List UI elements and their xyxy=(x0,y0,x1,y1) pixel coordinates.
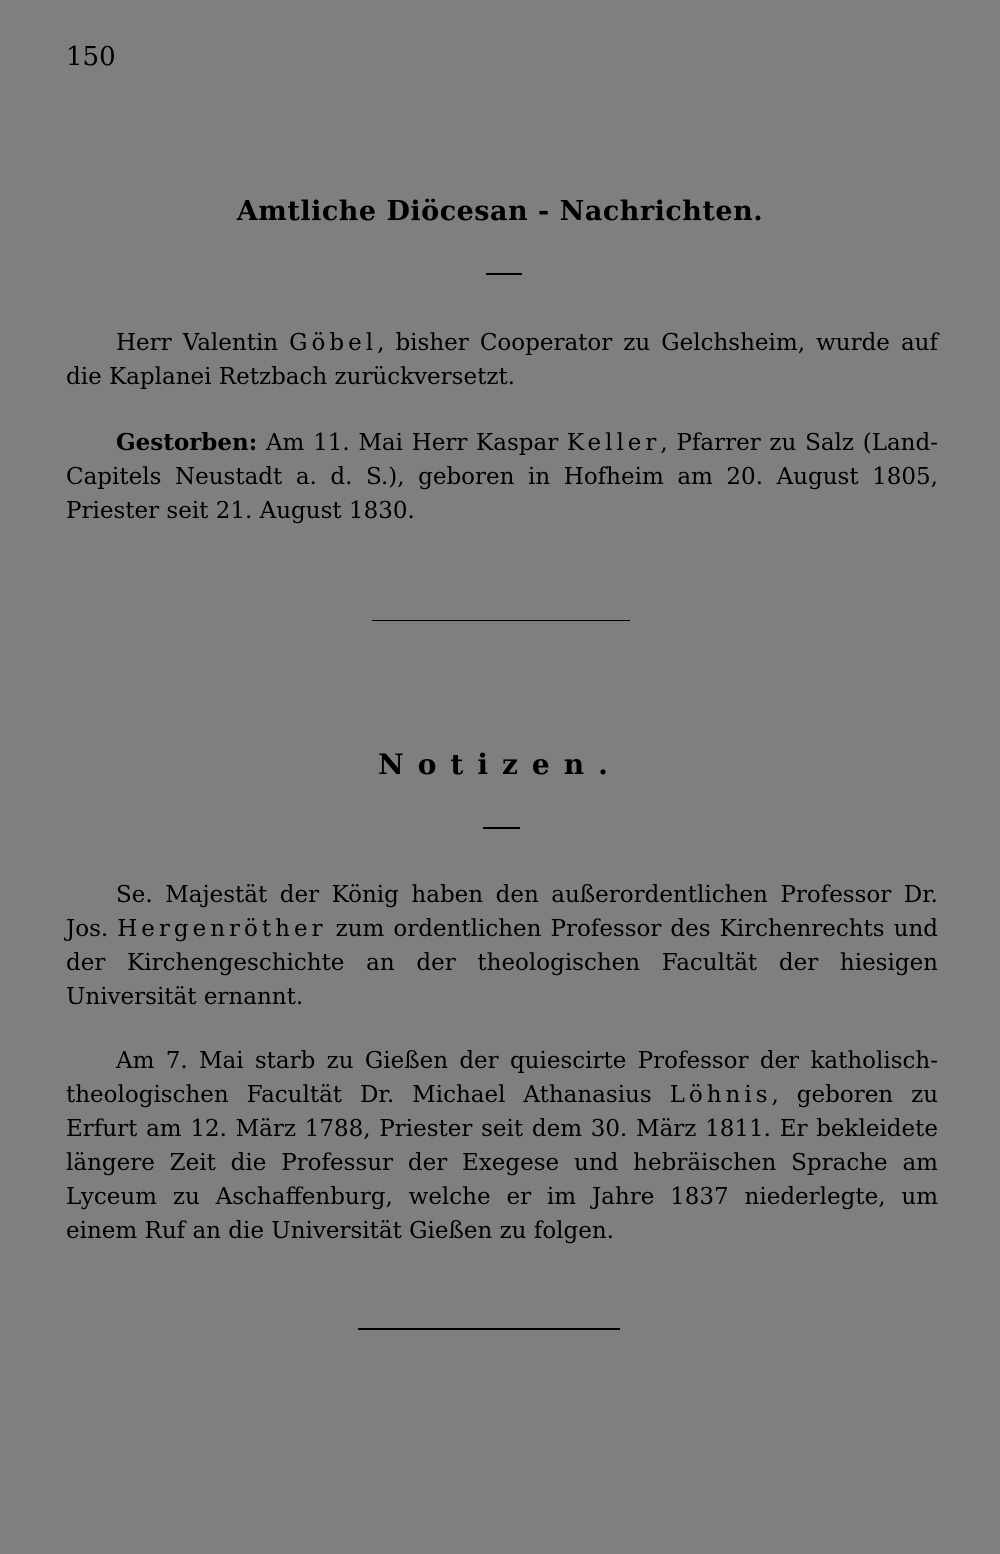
title-rule xyxy=(483,827,520,829)
person-name: Löhnis xyxy=(669,1082,772,1108)
paragraph-goebel xyxy=(66,326,938,394)
paragraph-hergenroether xyxy=(66,878,938,1014)
text: Am 11. Mai Herr Kaspar xyxy=(257,430,567,456)
person-name: Göbel xyxy=(289,330,378,356)
section-divider xyxy=(372,620,630,621)
paragraph-loehnis xyxy=(66,1044,938,1248)
text: , geboren zu Erfurt am 12. März 1788, Priester seit dem 30. März 1811. Er bekleidete längere Zeit die Professur der Exegese und hebräischen Sprache am Lyceum zu Aschaffenburg, welche er im Jahre 1837 niederlegte, um einem Ruf an die Universität Gießen zu folgen. xyxy=(66,1082,939,1244)
text: zum ordentlichen Professor des Kirchenrechts und der Kirchengeschichte an der theologischen Facultät der hiesigen Universität ernannt. xyxy=(66,916,938,1010)
person-name: Hergenröther xyxy=(117,916,327,942)
section-title-notes: Notizen. xyxy=(378,748,622,781)
text: , bisher Cooperator zu Gelchsheim, wurde auf die Kaplanei Retzbach zurückversetzt. xyxy=(66,330,938,390)
section-title-diocesan-news: Amtliche Diöcesan - Nachrichten. xyxy=(236,196,764,227)
end-rule xyxy=(358,1328,620,1330)
label-deceased: Gestorben: xyxy=(116,429,258,456)
page-number: 150 xyxy=(66,42,116,72)
paragraph-obituary-keller xyxy=(66,426,938,528)
text: Am 7. Mai starb zu Gießen der quiescirte Professor der katholisch-theologischen Facultät Dr. Michael Athanasius xyxy=(66,1048,938,1108)
title-rule xyxy=(486,273,522,275)
text: Herr Valentin xyxy=(116,330,290,356)
person-name: Keller xyxy=(566,430,661,456)
text: Se. Majestät der König haben den außerordentlichen Professor Dr. Jos. xyxy=(66,882,938,942)
text: , Pfarrer zu Salz (Land-Capitels Neustadt a. d. S.), geboren in Hofheim am 20. August 1805, Priester seit 21. August 1830. xyxy=(66,430,938,524)
